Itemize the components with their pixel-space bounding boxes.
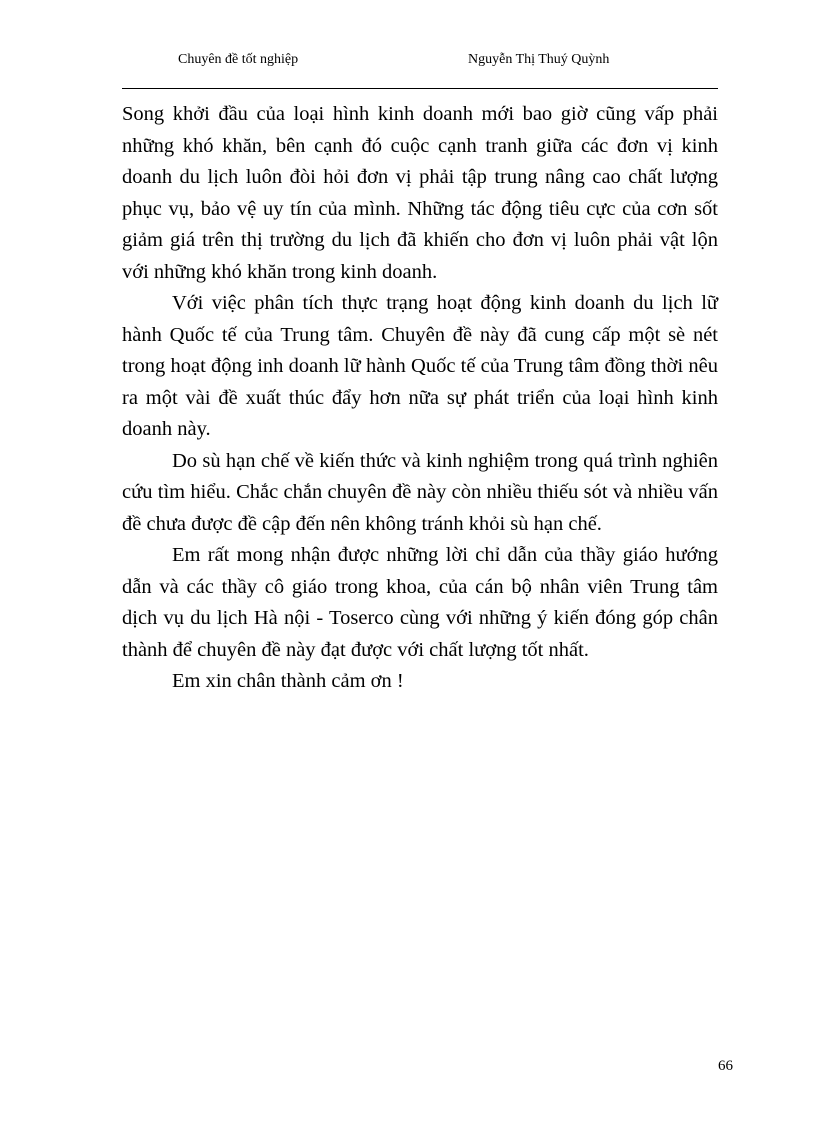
page-header	[122, 44, 718, 89]
paragraph-analysis: Với việc phân tích thực trạng hoạt động kinh doanh du lịch lữ hành Quốc tế của Trung tâm. Chuyên đề này đã cung cấp một sè nét trong hoạt động inh doanh lữ hành Quốc tế của Trung tâm đồng thời nêu ra một vài đề xuất thúc đẩy hơn nữa sự phát triển của loại hình kinh doanh này.	[122, 292, 718, 440]
paragraph-limitations: Do sù hạn chế về kiến thức và kinh nghiệm trong quá trình nghiên cứu tìm hiểu. Chắc chắn chuyên đề này còn nhiều thiếu sót và nhiều vấn đề chưa được đề cập đến nên không tránh khỏi sù hạn chế.	[122, 449, 718, 535]
header-document-type: Chuyên đề tốt nghiệp	[178, 52, 299, 67]
body-text	[122, 99, 718, 698]
paragraph-thanks: Em xin chân thành cảm ơn !	[172, 670, 404, 692]
header-author-name: Nguyễn Thị Thuý Quỳnh	[468, 52, 610, 67]
paragraph-request: Em rất mong nhận được những lời chỉ dẫn của thầy giáo hướng dẫn và các thầy cô giáo trong khoa, của cán bộ nhân viên Trung tâm dịch vụ du lịch Hà nội - Toserco cùng với những ý kiến đóng góp chân thành để chuyên đề này đạt được với chất lượng tốt nhất.	[122, 544, 718, 661]
page-number: 66	[718, 1058, 733, 1074]
paragraph-opening: Song khởi đầu của loại hình kinh doanh mới bao giờ cũng vấp phải những khó khăn, bên cạnh đó cuộc cạnh tranh giữa các đơn vị kinh doanh du lịch luôn đòi hỏi đơn vị phải tập trung nâng cao chất lượng phục vụ, bảo vệ uy tín của mình. Những tác động tiêu cực của cơn sốt giảm giá trên thị trường du lịch đã khiến cho đơn vị luôn phải vật lộn với những khó khăn trong kinh doanh.	[122, 103, 718, 283]
